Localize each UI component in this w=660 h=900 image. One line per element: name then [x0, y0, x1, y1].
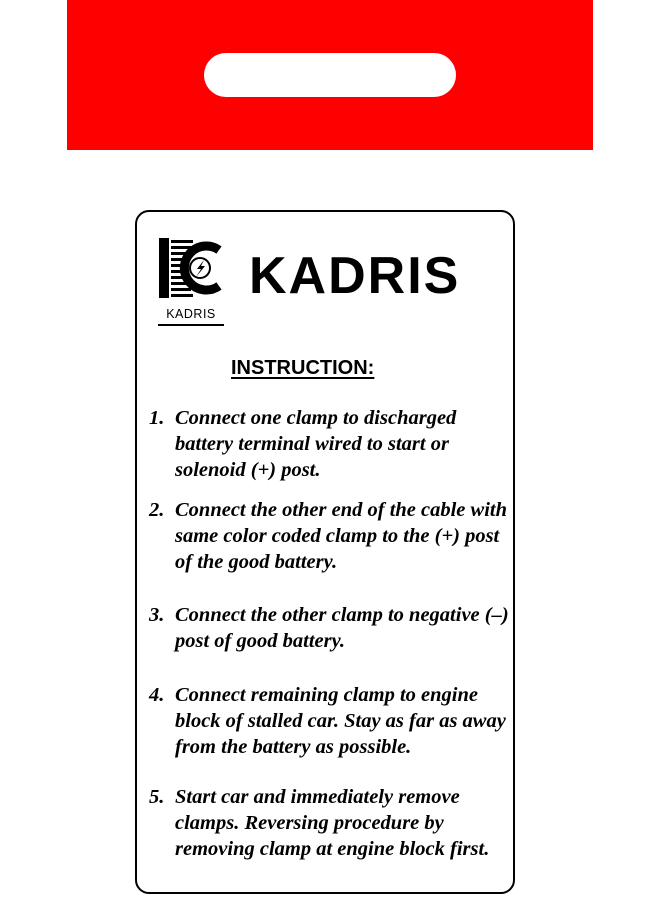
- step-text: Start car and immediately remove clamps. Reversing procedure by removing clamp at engine block first.: [175, 786, 490, 860]
- step-number: 2.: [149, 499, 165, 521]
- logo-caption: KADRIS: [166, 307, 216, 321]
- instruction-step-1: [149, 405, 513, 483]
- step-number: 5.: [149, 786, 165, 808]
- hang-tab: [67, 0, 593, 150]
- instruction-card: [135, 210, 515, 894]
- step-number: 4.: [149, 684, 165, 706]
- hang-hole: [204, 53, 456, 97]
- step-number: 3.: [149, 604, 165, 626]
- step-text: Connect remaining clamp to engine block of stalled car. Stay as far as away from the battery as possible.: [175, 684, 506, 758]
- instruction-heading: INSTRUCTION:: [231, 357, 375, 379]
- logo-underline: [158, 324, 224, 326]
- step-number: 1.: [149, 407, 165, 429]
- step-text: Connect the other clamp to negative (–) post of good battery.: [175, 604, 509, 652]
- brand-name: KADRIS: [249, 247, 461, 305]
- instruction-step-2: [149, 497, 513, 575]
- step-text: Connect the other end of the cable with same color coded clamp to the (+) post of the good battery.: [175, 499, 507, 573]
- instruction-step-4: [149, 682, 513, 760]
- instruction-step-5: [149, 784, 513, 862]
- instruction-step-3: [149, 602, 513, 654]
- step-text: Connect one clamp to discharged battery terminal wired to start or solenoid (+) post.: [175, 407, 457, 481]
